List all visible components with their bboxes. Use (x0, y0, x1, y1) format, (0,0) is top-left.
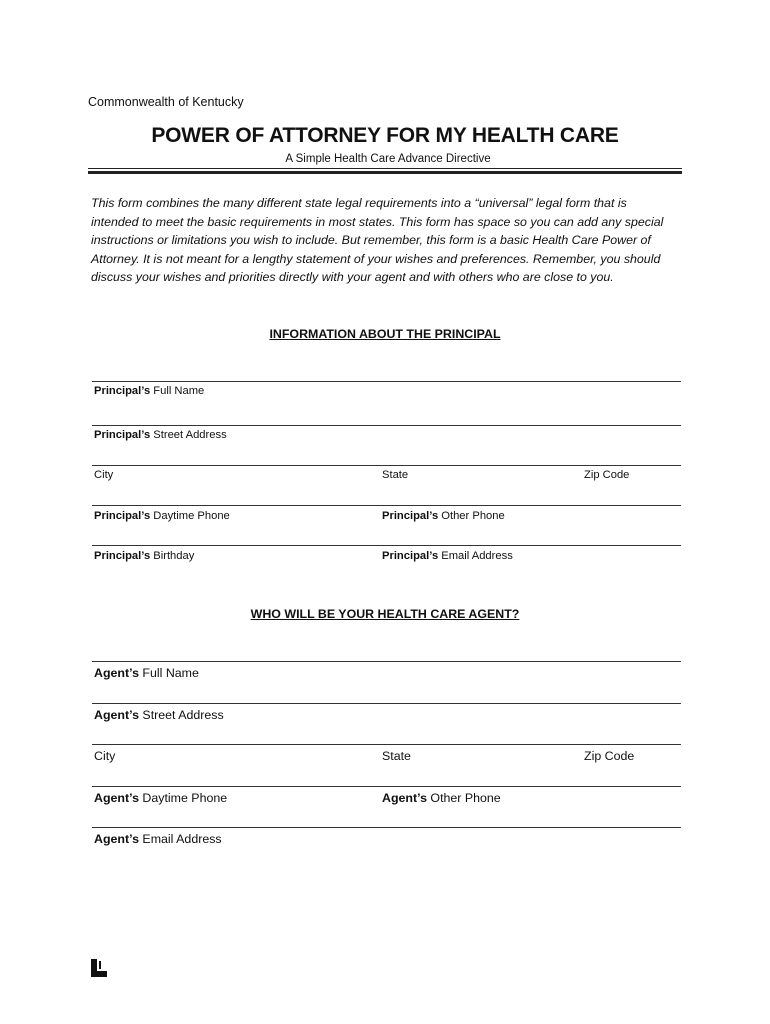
intro-line: instructions or limitations you wish to include. But remember, this form is a basic Health Care Power of (91, 233, 651, 248)
principal-full-name-label: Principal’s Full Name (94, 385, 205, 397)
state-name: Commonwealth of Kentucky (88, 95, 244, 109)
agent-zip-label: Zip Code (584, 749, 635, 763)
principal-state-label: State (382, 469, 409, 481)
agent-state-label: State (382, 749, 411, 763)
principal-full-name-field[interactable] (92, 381, 681, 382)
document-title: POWER OF ATTORNEY FOR MY HEALTH CARE (151, 124, 619, 147)
principal-daytime-phone-label: Principal’s Daytime Phone (94, 510, 230, 522)
agent-other-phone-label: Agent’s Other Phone (382, 791, 501, 805)
principal-street-address-field[interactable] (92, 425, 681, 426)
intro-paragraph (91, 194, 681, 287)
document-subtitle: A Simple Health Care Advance Directive (285, 153, 491, 165)
intro-line: Attorney. It is not meant for a lengthy statement of your wishes and preferences. Remember, you should (91, 251, 661, 266)
principal-birthday-email-field[interactable] (92, 545, 681, 546)
principal-other-phone-label: Principal’s Other Phone (382, 510, 505, 522)
intro-line: intended to meet the basic requirements in most states. This form has space so you can add any special (91, 214, 664, 229)
principal-phone-field[interactable] (92, 505, 681, 506)
agent-full-name-field[interactable] (92, 661, 681, 662)
principal-city-label: City (94, 469, 114, 481)
agent-daytime-phone-label: Agent’s Daytime Phone (94, 791, 228, 805)
agent-street-address-label: Agent’s Street Address (94, 708, 224, 722)
agent-city-label: City (94, 749, 116, 763)
agent-email-field[interactable] (92, 827, 681, 828)
title-divider-thin (88, 168, 682, 169)
agent-email-label: Agent’s Email Address (94, 832, 222, 846)
legal-templates-logo-icon (91, 959, 107, 977)
principal-email-label: Principal’s Email Address (382, 550, 513, 562)
agent-city-state-zip-field[interactable] (92, 744, 681, 745)
principal-city-state-zip-field[interactable] (92, 465, 681, 466)
principal-zip-label: Zip Code (584, 469, 630, 481)
agent-phone-field[interactable] (92, 786, 681, 787)
agent-section-heading: WHO WILL BE YOUR HEALTH CARE AGENT? (250, 607, 520, 621)
agent-full-name-label: Agent’s Full Name (94, 666, 199, 680)
title-divider-thick (88, 171, 682, 174)
agent-street-address-field[interactable] (92, 703, 681, 704)
intro-line: discuss your wishes and priorities directly with your agent and with others who are close to you. (91, 270, 614, 285)
principal-street-address-label: Principal’s Street Address (94, 429, 227, 441)
principal-birthday-label: Principal’s Birthday (94, 550, 195, 562)
intro-line: This form combines the many different state legal requirements into a “universal” legal form that is (91, 196, 627, 210)
principal-section-heading: INFORMATION ABOUT THE PRINCIPAL (269, 327, 501, 341)
